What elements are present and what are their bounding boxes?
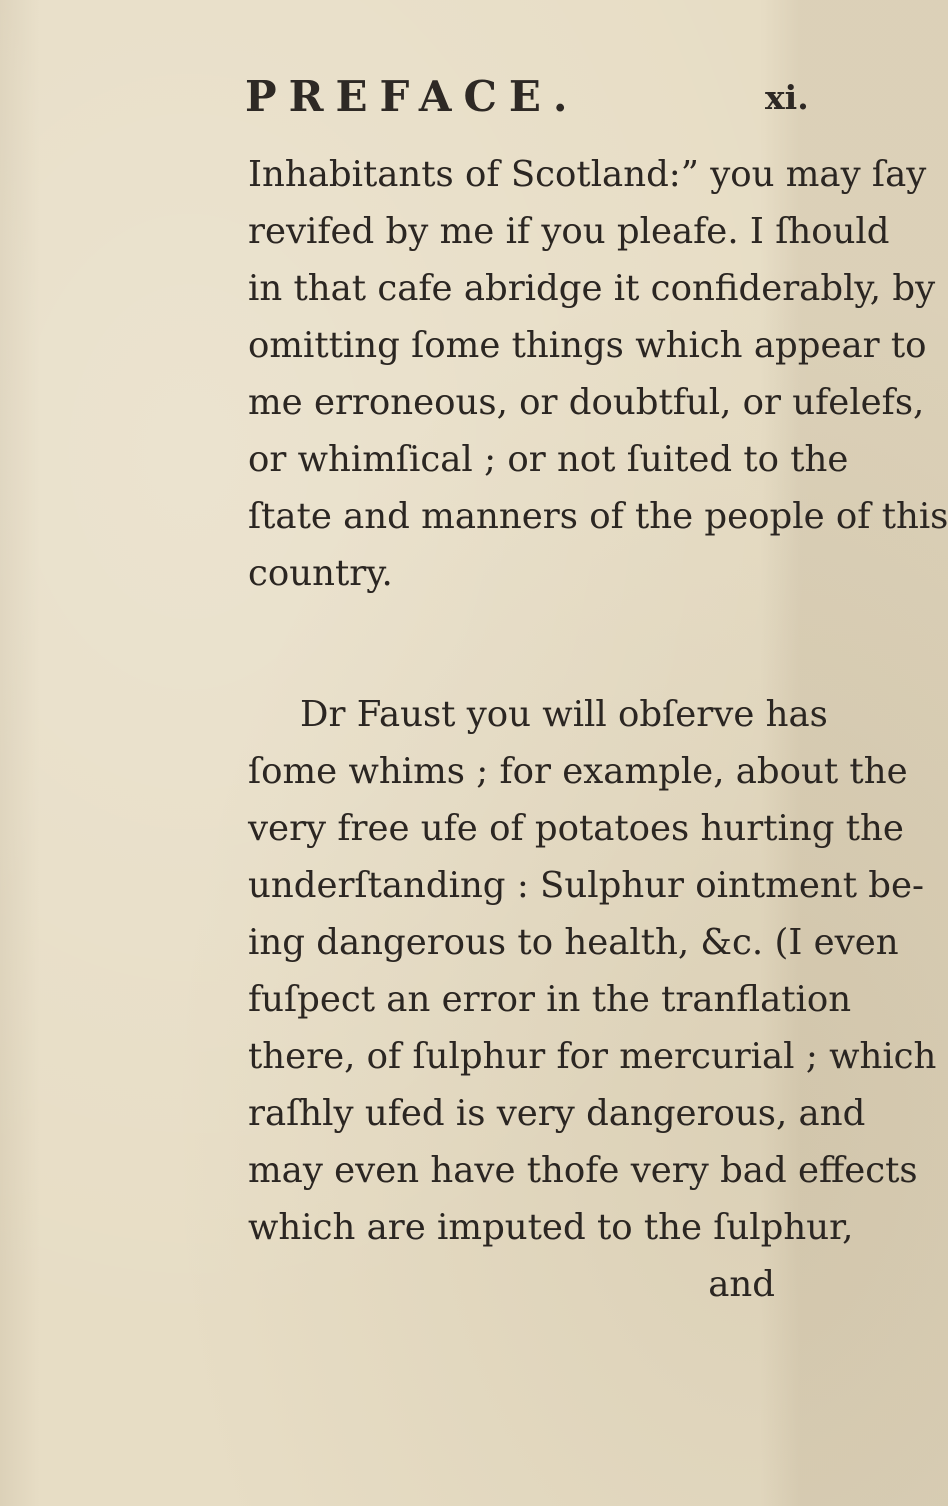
- text-line: revifed by me if you pleafe. I ſhould: [248, 211, 890, 252]
- text-line: Inhabitants of Scotland:” you may ſay: [248, 154, 927, 195]
- text-line: me erroneous, or doubtful, or ufelefs,: [248, 382, 925, 423]
- text-line: or whimſical ; or not ſuited to the: [248, 439, 849, 480]
- running-head: [245, 72, 809, 132]
- text-line: in that cafe abridge it confiderably, by: [248, 268, 936, 309]
- text-line: fuſpect an error in the tranflation: [248, 979, 852, 1020]
- text-line: country.: [248, 553, 393, 594]
- text-line: raſhly ufed is very dangerous, and: [248, 1093, 866, 1134]
- text-line: underſtanding : Sulphur ointment be-: [248, 865, 924, 906]
- text-line: omitting ſome things which appear to: [248, 325, 927, 366]
- running-title: PREFACE.: [245, 72, 580, 121]
- text-line: which are imputed to the ſulphur,: [248, 1207, 854, 1248]
- text-line: ing dangerous to health, &c. (I even: [248, 922, 899, 963]
- text-line: may even have thofe very bad effects: [248, 1150, 918, 1191]
- text-line: very free ufe of potatoes hurting the: [248, 808, 904, 849]
- text-line: there, of ſulphur for mercurial ; which: [248, 1036, 937, 1077]
- catchword: and: [708, 1264, 775, 1305]
- text-line: ſtate and manners of the people of this: [248, 496, 948, 537]
- paragraph-opening: Dr Faust you will obſerve has: [300, 694, 828, 735]
- text-line: ſome whims ; for example, about the: [248, 751, 908, 792]
- text-line: [300, 690, 828, 740]
- page-number: xi.: [765, 78, 809, 117]
